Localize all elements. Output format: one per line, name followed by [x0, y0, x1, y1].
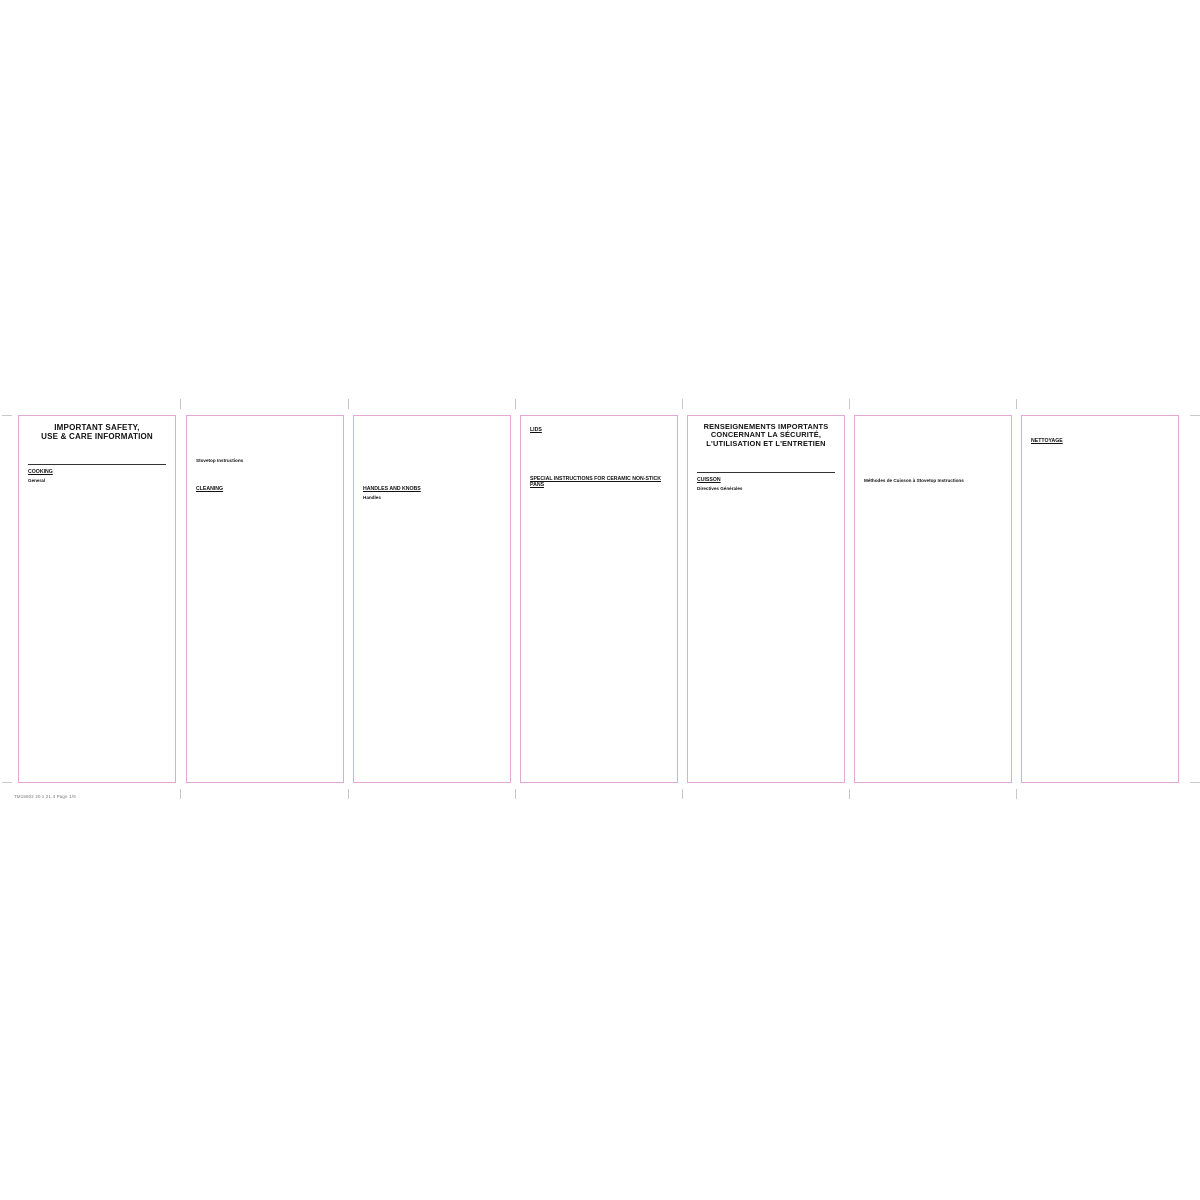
body-text — [864, 443, 1002, 448]
crop-mark — [348, 789, 349, 799]
body-text — [530, 453, 668, 458]
section-heading: CUISSON — [697, 476, 721, 483]
title-line: IMPORTANT SAFETY, — [54, 423, 140, 432]
body-text — [1031, 485, 1169, 490]
section-subheading: Directives Générales — [697, 485, 743, 491]
crop-mark — [682, 399, 683, 409]
body-text — [28, 525, 166, 530]
body-text — [530, 433, 668, 438]
body-text — [530, 508, 668, 513]
body-text — [363, 430, 501, 435]
body-text — [530, 460, 668, 465]
instruction-sheet — [6, 405, 1194, 793]
panel-7 — [1021, 415, 1179, 783]
crop-mark — [849, 789, 850, 799]
title-line: L'UTILISATION ET L'ENTRETIEN — [706, 438, 826, 448]
body-text — [363, 423, 501, 428]
panel-1 — [18, 415, 176, 783]
body-text — [864, 464, 1002, 469]
crop-mark — [1190, 782, 1200, 783]
body-text — [363, 508, 501, 513]
section-subheading: Handles — [363, 494, 381, 500]
body-text — [864, 450, 1002, 455]
document-title-en — [28, 423, 166, 441]
crop-mark — [2, 782, 12, 783]
body-text — [363, 477, 501, 482]
divider — [697, 472, 835, 473]
body-text — [363, 443, 501, 448]
body-text — [363, 514, 501, 519]
body-text — [196, 477, 334, 482]
crop-mark — [515, 399, 516, 409]
body-text — [28, 491, 166, 496]
body-text — [864, 457, 1002, 462]
body-text — [864, 430, 1002, 435]
body-text — [530, 494, 668, 499]
body-text — [530, 515, 668, 520]
body-text — [864, 484, 1002, 489]
body-text — [697, 458, 835, 463]
section-heading: COOKING — [28, 469, 53, 476]
body-text — [697, 451, 835, 456]
body-text — [697, 505, 835, 510]
body-text — [697, 498, 835, 503]
body-text — [1031, 423, 1169, 428]
body-text — [1031, 472, 1169, 477]
crop-mark — [849, 399, 850, 409]
crop-mark — [2, 415, 12, 416]
body-text — [1031, 451, 1169, 456]
panel-4 — [520, 415, 678, 783]
section-heading: SPECIAL INSTRUCTIONS FOR CERAMIC NON-STICK PANS — [530, 475, 662, 488]
body-text — [864, 491, 1002, 496]
body-text — [1031, 499, 1169, 504]
body-text — [864, 470, 1002, 475]
body-text — [864, 423, 1002, 428]
section-subheading: General — [28, 478, 46, 484]
body-text — [1031, 458, 1169, 463]
body-text — [28, 498, 166, 503]
body-text — [530, 467, 668, 472]
body-text — [363, 437, 501, 442]
body-text — [28, 518, 166, 523]
crop-mark — [682, 789, 683, 799]
body-text — [28, 511, 166, 516]
body-text — [196, 505, 334, 510]
body-text — [28, 444, 166, 449]
body-text — [530, 447, 668, 452]
body-text — [363, 470, 501, 475]
body-text — [196, 499, 334, 504]
body-text — [363, 457, 501, 462]
title-line: USE & CARE INFORMATION — [41, 432, 153, 441]
body-text — [363, 501, 501, 506]
crop-mark — [180, 399, 181, 409]
body-text — [28, 451, 166, 456]
crop-mark — [1016, 789, 1017, 799]
section-heading: HANDLES AND KNOBS — [363, 485, 421, 492]
body-text — [697, 512, 835, 517]
body-text — [697, 492, 835, 497]
title-line: RENSEIGNEMENTS IMPORTANTS — [703, 422, 829, 431]
body-text — [697, 519, 835, 524]
divider — [28, 464, 166, 465]
body-text — [530, 488, 668, 493]
title-line: CONCERNANT LA SÉCURITÉ, — [710, 430, 822, 440]
crop-mark — [348, 399, 349, 409]
body-text — [28, 458, 166, 463]
body-text — [196, 492, 334, 497]
body-text — [530, 501, 668, 506]
body-text — [1031, 430, 1169, 435]
crop-mark — [1190, 415, 1200, 416]
crop-mark — [180, 789, 181, 799]
panel-2 — [186, 415, 344, 783]
crop-mark — [1016, 399, 1017, 409]
body-text — [697, 525, 835, 530]
body-text — [196, 450, 334, 455]
section-heading: NETTOYAGE — [1031, 438, 1063, 445]
body-text — [28, 505, 166, 510]
section-subheading: Méthodes de Cuisson à Stovetop Instructions — [864, 478, 964, 484]
document-title-fr — [697, 423, 835, 448]
body-text — [363, 464, 501, 469]
body-text — [28, 484, 166, 489]
body-text — [530, 440, 668, 445]
body-text — [196, 464, 334, 469]
panel-6 — [854, 415, 1012, 783]
body-text — [196, 443, 334, 448]
crop-mark — [515, 789, 516, 799]
body-text — [1031, 492, 1169, 497]
panel-5 — [687, 415, 845, 783]
body-text — [1031, 465, 1169, 470]
body-text — [196, 437, 334, 442]
panel-3 — [353, 415, 511, 783]
section-heading: CLEANING — [196, 485, 224, 492]
body-text — [196, 430, 334, 435]
body-text — [864, 498, 1002, 503]
body-text — [363, 450, 501, 455]
body-text — [196, 423, 334, 428]
body-text — [196, 512, 334, 517]
body-text — [196, 471, 334, 476]
section-heading: LIDS — [530, 427, 542, 433]
body-text — [864, 437, 1002, 442]
body-text — [697, 465, 835, 470]
print-job-code: TM15802 20 x 21.4 Page 1/6 — [14, 794, 76, 799]
body-text — [1031, 478, 1169, 483]
body-text — [1031, 444, 1169, 449]
section-subheading: Stovetop Instructions — [196, 457, 244, 463]
